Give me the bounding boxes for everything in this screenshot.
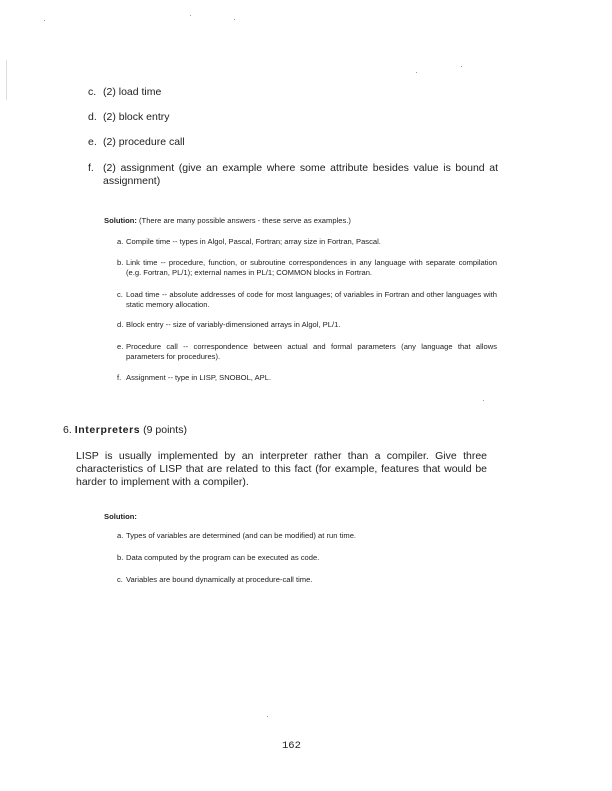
solution-item-text: Assignment -- type in LISP, SNOBOL, APL. bbox=[126, 373, 272, 382]
scan-speck bbox=[190, 15, 191, 16]
solution-item-label: c. bbox=[117, 575, 123, 584]
solution-item-label: f. bbox=[117, 373, 122, 382]
solution-heading bbox=[104, 216, 484, 226]
solution-item-label: a. bbox=[117, 531, 124, 540]
question-label: d. bbox=[88, 111, 97, 123]
solution-item-text: Compile time -- types in Algol, Pascal, Fortran; array size in Fortran, Pascal. bbox=[126, 237, 381, 246]
solution-item-label: e. bbox=[117, 342, 124, 351]
solution-item-label: b. bbox=[117, 258, 124, 267]
scan-speck bbox=[416, 72, 417, 73]
scan-speck bbox=[44, 20, 45, 21]
scan-speck bbox=[483, 400, 484, 401]
solution-item-text: Data computed by the program can be executed as code. bbox=[126, 553, 320, 562]
question-label: c. bbox=[88, 86, 97, 98]
solution-item-text: Types of variables are determined (and can be modified) at run time. bbox=[126, 531, 357, 540]
scan-speck bbox=[267, 716, 268, 717]
section-points: (9 points) bbox=[143, 424, 187, 436]
solution-item-text: Load time -- absolute addresses of code for most languages; of variables in Fortran and other languages with static memory allocation. bbox=[126, 290, 497, 309]
solution-item-text: Procedure call -- correspondence between actual and formal parameters (any language that allows parameters for procedures). bbox=[126, 342, 497, 361]
section-heading bbox=[63, 424, 187, 436]
solution-item-text: Block entry -- size of variably-dimensioned arrays in Algol, PL/1. bbox=[126, 320, 341, 329]
scan-speck bbox=[461, 66, 462, 67]
question-label: f. bbox=[88, 162, 94, 174]
scan-speck bbox=[234, 19, 235, 20]
question-text: (2) procedure call bbox=[103, 136, 185, 148]
solution-item-label: b. bbox=[117, 553, 124, 562]
solution-heading bbox=[104, 512, 137, 522]
question-item bbox=[88, 162, 498, 192]
solution-intro: (There are many possible answers - these serve as examples.) bbox=[139, 216, 351, 225]
question-paragraph: LISP is usually implemented by an interpreter rather than a compiler. Give three characteristics of LISP that are related to this fact (for example, features that would be harder to implement with a compiler). bbox=[76, 450, 487, 488]
solution-item-text: Link time -- procedure, function, or subroutine correspondences in any language with separate compilation (e.g. Fortran, PL/1); external names in PL/1; COMMON blocks in Fortran. bbox=[126, 258, 497, 277]
scan-edge bbox=[6, 60, 7, 100]
solution-item-label: d. bbox=[117, 320, 124, 329]
solution-item-label: a. bbox=[117, 237, 124, 246]
page-number: 162 bbox=[282, 740, 301, 752]
solution-label: Solution: bbox=[104, 512, 137, 521]
section-number: 6. bbox=[63, 424, 72, 436]
question-text: (2) assignment (give an example where some attribute besides value is bound at assignment) bbox=[103, 162, 498, 187]
question-text: (2) load time bbox=[103, 86, 162, 98]
question-text: (2) block entry bbox=[103, 111, 170, 123]
solution-label: Solution: bbox=[104, 216, 137, 225]
section-title: Interpreters bbox=[74, 424, 141, 436]
solution-item-text: Variables are bound dynamically at procedure-call time. bbox=[126, 575, 313, 584]
question-label: e. bbox=[88, 136, 97, 148]
solution-item-label: c. bbox=[117, 290, 123, 299]
